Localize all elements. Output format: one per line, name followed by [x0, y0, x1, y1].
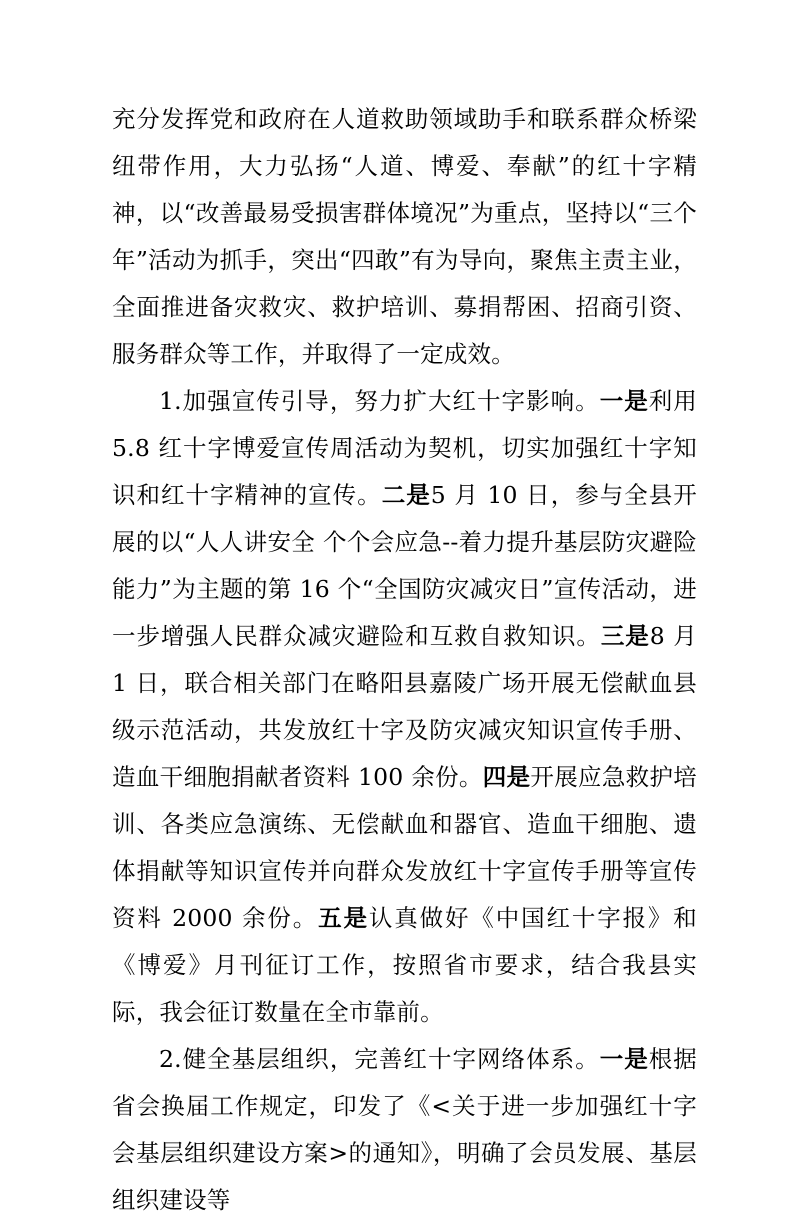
emphasis-run: 一是 [599, 1045, 649, 1073]
emphasis-run: 四是 [482, 763, 531, 791]
emphasis-run: 二是 [381, 481, 431, 509]
paragraph-3 [112, 1036, 697, 1224]
text-run: 2.健全基层组织，完善红十字网络体系。 [159, 1045, 600, 1073]
paragraph-1 [112, 96, 697, 378]
text-run: 1.加强宣传引导，努力扩大红十字影响。 [159, 387, 600, 415]
text-run: 充分发挥党和政府在人道救助领域助手和联系群众桥梁纽带作用，大力弘扬“人道、博爱、奉献”的红十字精神，以“改善最易受损害群体境况”为重点，坚持以“三个年”活动为抓手，突出“四敢”有为导向，聚焦主责主业，全面推进备灾救灾、救护培训、募捐帮困、招商引资、服务群众等工作，并取得了一定成效。 [112, 105, 697, 368]
text-run: 利用 5.8 红十字博爱宣传周活动为契机，切实加强红十字知识和红十字精神的宣传。 [112, 387, 697, 509]
paragraph-2 [112, 378, 697, 1036]
text-run: 认真做好《中国红十字报》和《博爱》月刊征订工作，按照省市要求，结合我县实际，我会征订数量在全市靠前。 [112, 904, 697, 1026]
emphasis-run: 一是 [599, 387, 649, 415]
document-body [112, 96, 697, 1224]
text-run: 8 月 1 日，联合相关部门在略阳县嘉陵广场开展无偿献血县级示范活动，共发放红十字及防灾减灾知识宣传手册、造血干细胞捐献者资料 100 余份。 [112, 622, 697, 791]
emphasis-run: 三是 [600, 622, 650, 650]
emphasis-run: 五是 [318, 904, 369, 932]
text-run: 开展应急救护培训、各类应急演练、无偿献血和器官、造血干细胞、遗体捐献等知识宣传并向群众发放红十字宣传手册等宣传资料 2000 余份。 [112, 763, 698, 932]
text-run: 根据省会换届工作规定，印发了《<关于进一步加强红十字会基层组织建设方案>的通知》，明确了会员发展、基层组织建设等 [112, 1045, 697, 1214]
text-run: 5 月 10 日，参与全县开展的以“人人讲安全 个个会应急--着力提升基层防灾避险能力”为主题的第 16 个“全国防灾减灾日”宣传活动，进一步增强人民群众减灾避险和互救自救知识。 [112, 481, 697, 650]
